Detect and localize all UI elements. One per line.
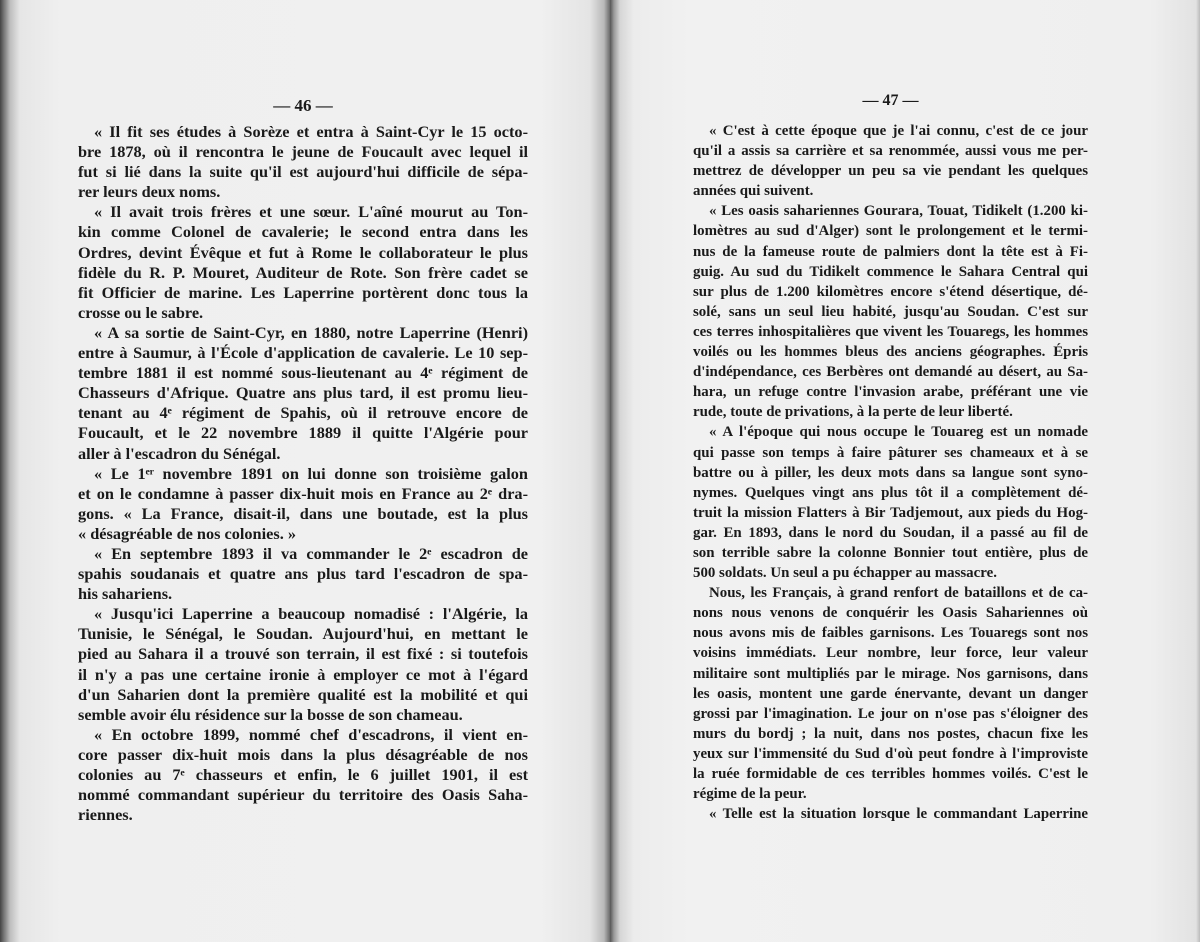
text-line: « A l'époque qui nous occupe le Touareg est un nomade <box>709 424 1088 441</box>
text-line: Foucault, et le 22 novembre 1889 il quitte l'Algérie pour <box>78 423 528 443</box>
page-number: — 46 — <box>273 96 333 115</box>
text-line: sur plus de 1.200 kilomètres encore s'étend désertique, dé- <box>693 283 1088 300</box>
text-line: militaire sont multipliés par le mirage. Nos garnisons, dans <box>693 665 1088 682</box>
text-line: pied au Sahara il a trouvé son terrain, il est fixé : si toutefois <box>78 644 528 664</box>
text-line: « Le 1ᵉʳ novembre 1891 on lui donne son troisième galon <box>94 463 528 483</box>
text-line: nus de la fameuse route de palmiers dont la tête est à Fi- <box>693 243 1088 260</box>
text-line: grossi par l'imagination. Le jour on n'ose pas s'éloigner des <box>693 705 1088 722</box>
text-line: riennes. <box>78 805 133 825</box>
text-line: « Telle est la situation lorsque le commandant Laperrine <box>709 806 1088 823</box>
text-line: Ordres, devint Évêque et fut à Rome le collaborateur le plus <box>78 242 528 262</box>
text-line: semble avoir élu résidence sur la bosse de son chameau. <box>78 704 463 724</box>
text-line: et on le condamne à passer dix-huit mois en France au 2ᵉ dra- <box>78 483 528 503</box>
text-line: rude, toute de privations, à la perte de leur liberté. <box>693 404 1013 421</box>
text-line: kin comme Colonel de cavalerie; le second entra dans les <box>78 222 528 242</box>
text-line: yeux sur l'immensité du Sud d'où peut fondre à l'improviste <box>693 745 1088 762</box>
text-line: 500 soldats. Un seul a pu échapper au massacre. <box>693 565 997 582</box>
text-line: fidèle du R. P. Mouret, Auditeur de Rote. Son frère cadet se <box>78 262 528 282</box>
text-line: « désagréable de nos colonies. » <box>78 523 296 543</box>
text-line: fit Officier de marine. Les Laperrine portèrent donc tous la <box>78 282 528 302</box>
text-line: fut si lié dans la suite qu'il est aujourd'hui difficile de sépa- <box>78 162 528 182</box>
page-number: — 47 — <box>862 92 919 109</box>
text-line: his sahariens. <box>78 584 173 604</box>
text-line: colonies au 7ᵉ chasseurs et enfin, le 6 juillet 1901, il est <box>78 765 528 784</box>
text-line: d'un Saharien dont la première qualité est la mobilité et qui <box>78 684 528 704</box>
text-line: « En octobre 1899, nommé chef d'escadrons, il vient en- <box>94 724 528 744</box>
text-line: aller à l'escadron du Sénégal. <box>78 443 281 463</box>
text-line: lomètres au sud d'Alger) sont le prolongement et le termi- <box>693 223 1088 240</box>
text-line: régime de la peur. <box>693 786 807 803</box>
text-line: gar. En 1893, dans le nord du Soudan, il a passé au fil de <box>693 524 1088 541</box>
text-line: rer leurs deux noms. <box>78 182 221 202</box>
text-line: voisins immédiats. Leur nombre, leur force, leur valeur <box>693 645 1088 662</box>
text-line: Tunisie, le Sénégal, le Soudan. Aujourd'hui, en mettant le <box>78 624 528 644</box>
text-line: « Il avait trois frères et une sœur. L'aîné mourut au Ton- <box>94 202 528 222</box>
text-line: il n'y a pas une certaine ironie à employer ce mot à l'égard <box>78 664 528 684</box>
page-text <box>78 122 528 825</box>
text-line: « C'est à cette époque que je l'ai connu, c'est de ce jour <box>709 123 1088 139</box>
right-page <box>610 0 1200 942</box>
text-line: « Les oasis sahariennes Gourara, Touat, Tidikelt (1.200 ki- <box>709 203 1088 220</box>
text-line: nons nous venons de conquérir les Oasis Sahariennes où <box>693 605 1088 622</box>
text-line: d'indépendance, ces Berbères ont demandé au désert, au Sa- <box>693 364 1088 381</box>
text-line: « Il fit ses études à Sorèze et entra à Saint-Cyr le 15 octo- <box>94 122 528 141</box>
text-line: truit la mission Flatters à Bir Tadjemout, aux pieds du Hog- <box>693 504 1088 521</box>
text-line: crosse ou le sabre. <box>78 302 204 322</box>
text-line: tenant au 4ᵉ régiment de Spahis, où il retrouve encore de <box>78 403 528 423</box>
text-line: bre 1878, où il rencontra le jeune de Foucault avec lequel il <box>78 142 528 162</box>
text-line: qu'il a assis sa carrière et sa renommée, aussi vous me per- <box>693 143 1088 160</box>
text-line: murs du bordj ; la nuit, dans nos postes, chacun fixe les <box>693 725 1088 742</box>
text-line: nymes. Quelques vingt ans plus tôt il a complètement dé- <box>693 484 1088 501</box>
text-line: solé, sans un seul lieu habité, jusqu'au Soudan. C'est sur <box>693 303 1088 320</box>
text-line: spahis soudanais et quatre ans plus tard l'escadron de spa- <box>78 564 528 584</box>
text-line: ces terres inhospitalières que vivent les Touaregs, les hommes <box>693 323 1088 340</box>
text-line: qui passe son temps à faire pâturer ses chameaux et à se <box>693 444 1088 461</box>
text-line: entre à Saumur, à l'École d'application de cavalerie. Le 10 sep- <box>78 343 528 363</box>
text-line: mettrez de développer un peu sa vie pendant les quelques <box>693 163 1088 180</box>
text-line: nommé commandant supérieur du territoire des Oasis Saha- <box>78 785 528 805</box>
text-line: guig. Au sud du Tidikelt commence le Sahara Central qui <box>693 263 1088 280</box>
text-line: gons. « La France, disait-il, dans une boutade, est la plus <box>78 503 528 523</box>
page-text <box>693 121 1088 824</box>
text-line: les oasis, montent une garde énervante, devant un danger <box>693 685 1088 702</box>
text-line: son terrible sabre la colonne Bonnier tout entière, plus de <box>693 544 1088 561</box>
text-line: tembre 1881 il est nommé sous-lieutenant au 4ᵉ régiment de <box>78 363 528 383</box>
text-line: la ruée formidable de ces terribles hommes voilés. C'est le <box>693 766 1088 782</box>
text-line: Chasseurs d'Afrique. Quatre ans plus tard, il est promu lieu- <box>78 383 528 403</box>
text-line: « Jusqu'ici Laperrine a beaucoup nomadisé : l'Algérie, la <box>94 604 528 624</box>
text-line: battre ou à piller, les deux mots dans sa langue sont syno- <box>693 464 1088 481</box>
text-line: années qui suivent. <box>693 183 814 200</box>
text-line: nous avons mis de faibles garnisons. Les Touaregs sont nos <box>693 625 1088 642</box>
text-line: hara, un refuge contre l'invasion arabe, préférant une vie <box>693 384 1088 401</box>
text-line: Nous, les Français, à grand renfort de bataillons et de ca- <box>709 585 1088 602</box>
text-line: core passer dix-huit mois dans la plus désagréable de nos <box>78 744 528 764</box>
text-line: « A sa sortie de Saint-Cyr, en 1880, notre Laperrine (Henri) <box>94 322 528 342</box>
text-line: « En septembre 1893 il va commander le 2ᵉ escadron de <box>94 543 528 563</box>
text-line: voilés ou les hommes bleus des anciens géographes. Épris <box>693 344 1088 361</box>
